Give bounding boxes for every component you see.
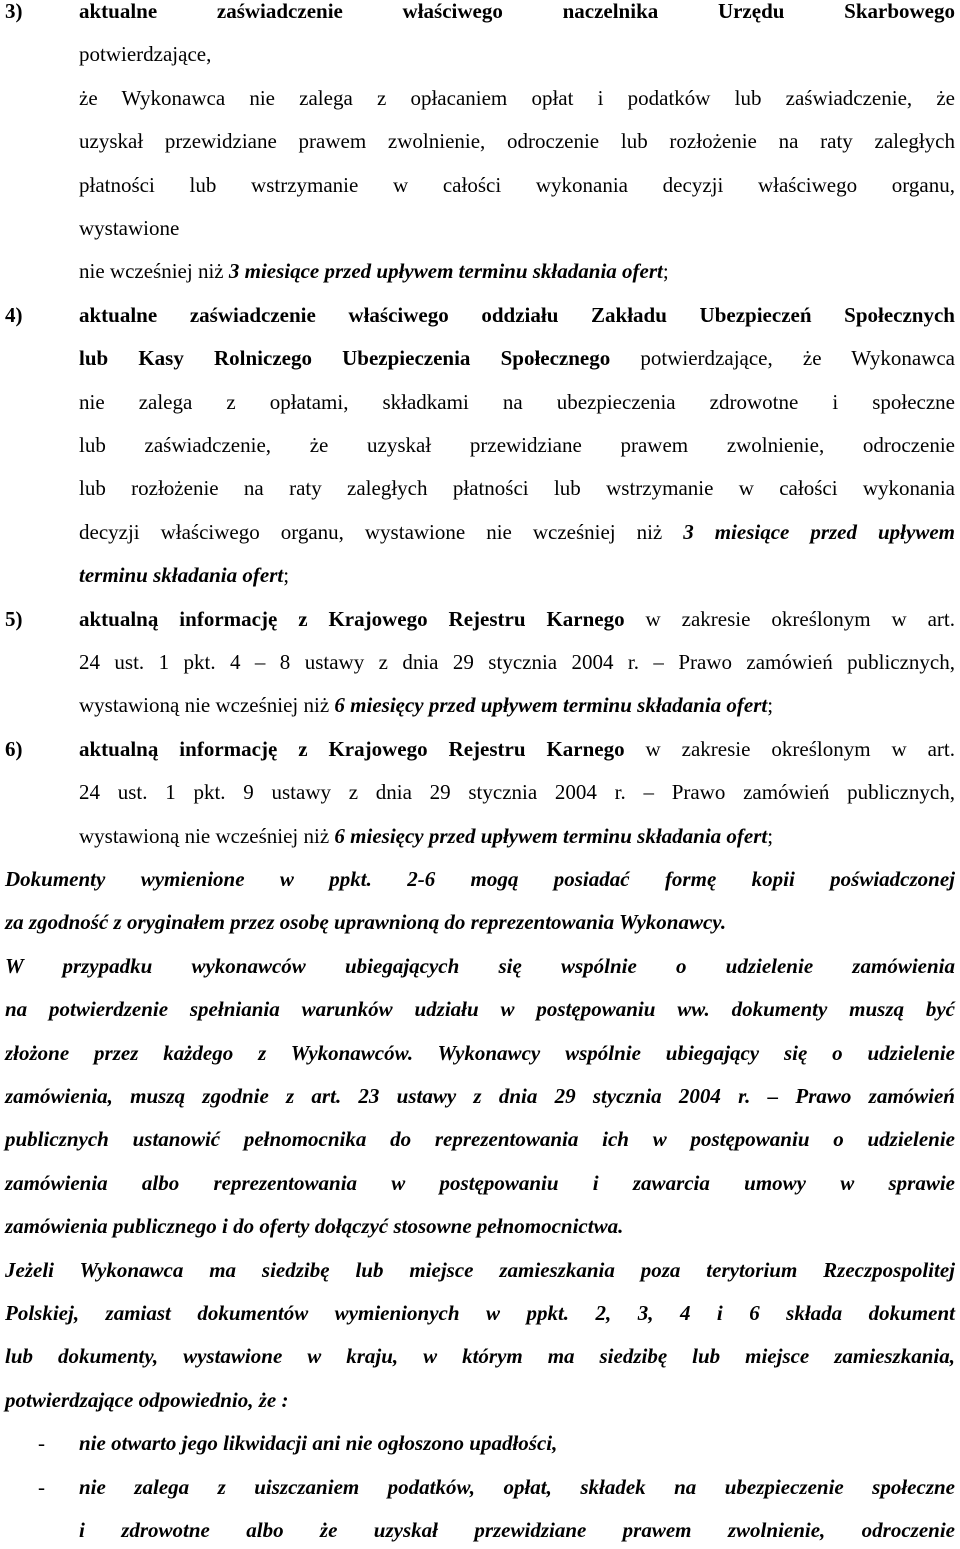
item-6-deadline: 6 miesięcy przed upływem terminu składania ofert	[334, 824, 768, 848]
paragraph-2-text-3: złożone przez każdego z Wykonawców. Wykonawcy wspólnie ubiegający się o udzielenie	[5, 1041, 955, 1065]
paragraph-3-text-1: Jeżeli Wykonawca ma siedzibę lub miejsce zamieszkania poza terytorium Rzeczpospolitej	[5, 1258, 955, 1282]
item-4-number: 4)	[5, 303, 23, 327]
item-3-text-7a: nie wcześniej niż	[79, 259, 229, 283]
paragraph-2-line-4	[0, 1082, 960, 1110]
item-5-line-2	[0, 648, 960, 676]
item-4-text-6	[79, 518, 955, 546]
item-5-text-3	[79, 691, 955, 719]
item-6-line-1	[0, 735, 960, 763]
paragraph-1-text-1: Dokumenty wymienione w ppkt. 2-6 mogą posiadać formę kopii poświadczonej	[5, 867, 955, 891]
bullet-2-dash: -	[38, 1475, 45, 1499]
item-3-text-7	[79, 257, 955, 285]
item-3-line-1	[0, 0, 960, 25]
item-6-text-3c: ;	[767, 824, 774, 848]
paragraph-3-line-4	[0, 1386, 960, 1414]
item-3-text-7c: ;	[662, 259, 669, 283]
item-3-line-3	[0, 84, 960, 112]
item-6-line-2	[0, 778, 960, 806]
item-5-number: 5)	[5, 607, 23, 631]
item-6-text-1	[79, 735, 955, 763]
item-4-text-1: aktualne zaświadczenie właściwego oddziału Zakładu Ubezpieczeń Społecznych	[79, 303, 955, 327]
item-5-text-1a: aktualną informację z Krajowego Rejestru Karnego	[79, 607, 625, 631]
item-4-text-6a: decyzji właściwego organu, wystawione nie wcześniej niż	[79, 520, 684, 544]
paragraph-1-line-1	[0, 865, 960, 893]
item-3-text-4: uzyskał przewidziane prawem zwolnienie, odroczenie lub rozłożenie na raty zaległych	[79, 129, 955, 153]
item-4-text-2a: lub Kasy Rolniczego Ubezpieczenia Społecznego	[79, 346, 611, 370]
paragraph-2-text-6: zamówienia albo reprezentowania w postępowaniu i zawarcia umowy w sprawie	[5, 1171, 955, 1195]
bullet-1	[0, 1429, 960, 1457]
bullet-2	[0, 1473, 960, 1501]
item-4-line-2	[0, 344, 960, 372]
item-3-deadline: 3 miesiące przed upływem terminu składania ofert	[228, 259, 663, 283]
item-4-text-7	[79, 561, 955, 589]
item-3-text-1: aktualne zaświadczenie właściwego naczelnika Urzędu Skarbowego	[79, 0, 955, 23]
item-4-text-2b: potwierdzające, że Wykonawca	[610, 346, 955, 370]
paragraph-2-text-2: na potwierdzenie spełniania warunków udziału w postępowaniu ww. dokumenty muszą być	[5, 997, 955, 1021]
item-4-line-7	[0, 561, 960, 589]
paragraph-3-line-1	[0, 1256, 960, 1284]
paragraph-3-line-2	[0, 1299, 960, 1327]
bullet-1-dash: -	[38, 1431, 45, 1455]
item-4-line-6	[0, 518, 960, 546]
paragraph-2-line-3	[0, 1039, 960, 1067]
paragraph-2-line-7	[0, 1212, 960, 1240]
paragraph-2-text-4: zamówienia, muszą zgodnie z art. 23 ustawy z dnia 29 stycznia 2004 r. – Prawo zamówień	[5, 1084, 955, 1108]
item-6-text-3	[79, 822, 955, 850]
bullet-2-text-continued: i zdrowotne albo że uzyskał przewidziane prawem zwolnienie, odroczenie	[79, 1518, 955, 1542]
item-6-text-1b: w zakresie określonym w art.	[624, 737, 955, 761]
item-4-line-1	[0, 301, 960, 329]
paragraph-2-text-7: zamówienia publicznego i do oferty dołączyć stosowne pełnomocnictwa.	[5, 1214, 624, 1238]
item-3-text-2: potwierdzające,	[79, 42, 212, 66]
paragraph-3-line-3	[0, 1342, 960, 1370]
item-5-text-1b: w zakresie określonym w art.	[624, 607, 955, 631]
item-3-text-3: że Wykonawca nie zalega z opłacaniem opłat i podatków lub zaświadczenie, że	[79, 86, 955, 110]
item-4-line-4	[0, 431, 960, 459]
paragraph-3-text-2: Polskiej, zamiast dokumentów wymienionych w ppkt. 2, 3, 4 i 6 składa dokument	[5, 1301, 955, 1325]
item-6-text-2: 24 ust. 1 pkt. 9 ustawy z dnia 29 stycznia 2004 r. – Prawo zamówień publicznych,	[79, 780, 955, 804]
item-4-deadline: terminu składania ofert	[79, 563, 284, 587]
paragraph-3-text-3: lub dokumenty, wystawione w kraju, w którym ma siedzibę lub miejsce zamieszkania,	[5, 1344, 955, 1368]
paragraph-2-line-1	[0, 952, 960, 980]
item-6-number: 6)	[5, 737, 23, 761]
item-4-text-5: lub rozłożenie na raty zaległych płatności lub wstrzymanie w całości wykonania	[79, 476, 955, 500]
item-5-line-1	[0, 605, 960, 633]
item-3-text-6: wystawione	[79, 216, 180, 240]
item-3-line-5	[0, 171, 960, 199]
paragraph-3-text-4: potwierdzające odpowiednio, że :	[5, 1388, 289, 1412]
paragraph-2-line-2	[0, 995, 960, 1023]
item-3-line-6	[0, 214, 960, 242]
item-3-line-4	[0, 127, 960, 155]
bullet-1-text: nie otwarto jego likwidacji ani nie ogłoszono upadłości,	[79, 1431, 558, 1455]
item-4-line-5	[0, 474, 960, 502]
item-3-text-5: płatności lub wstrzymanie w całości wykonania decyzji właściwego organu,	[79, 173, 955, 197]
item-5-line-3	[0, 691, 960, 719]
item-5-text-3c: ;	[767, 693, 774, 717]
paragraph-1-line-2	[0, 908, 960, 936]
bullet-2-text: nie zalega z uiszczaniem podatków, opłat, składek na ubezpieczenie społeczne	[79, 1475, 955, 1499]
item-4-line-3	[0, 388, 960, 416]
item-4-text-4: lub zaświadczenie, że uzyskał przewidziane prawem zwolnienie, odroczenie	[79, 433, 955, 457]
item-5-text-1	[79, 605, 955, 633]
paragraph-2-text-1: W przypadku wykonawców ubiegających się wspólnie o udzielenie zamówienia	[5, 954, 955, 978]
item-6-line-3	[0, 822, 960, 850]
item-4-text-2	[79, 344, 955, 372]
item-4-text-7b: ;	[283, 563, 290, 587]
paragraph-2-text-5: publicznych ustanowić pełnomocnika do reprezentowania ich w postępowaniu o udzielenie	[5, 1127, 955, 1151]
item-5-text-3a: wystawioną nie wcześniej niż	[79, 693, 335, 717]
paragraph-2-line-5	[0, 1125, 960, 1153]
item-3-number: 3)	[5, 0, 23, 23]
item-3-line-7	[0, 257, 960, 285]
paragraph-1-text-2: za zgodność z oryginałem przez osobę uprawnioną do reprezentowania Wykonawcy.	[5, 910, 727, 934]
item-6-text-3a: wystawioną nie wcześniej niż	[79, 824, 335, 848]
item-5-deadline: 6 miesięcy przed upływem terminu składania ofert	[334, 693, 768, 717]
item-4-text-6b: 3 miesiące przed upływem	[683, 520, 955, 544]
bullet-2-continuation	[0, 1516, 960, 1544]
paragraph-2-line-6	[0, 1169, 960, 1197]
item-4-text-3: nie zalega z opłatami, składkami na ubezpieczenia zdrowotne i społeczne	[79, 390, 955, 414]
item-3-line-2	[0, 40, 960, 68]
item-5-text-2: 24 ust. 1 pkt. 4 – 8 ustawy z dnia 29 stycznia 2004 r. – Prawo zamówień publicznych,	[79, 650, 955, 674]
item-6-text-1a: aktualną informację z Krajowego Rejestru Karnego	[79, 737, 625, 761]
